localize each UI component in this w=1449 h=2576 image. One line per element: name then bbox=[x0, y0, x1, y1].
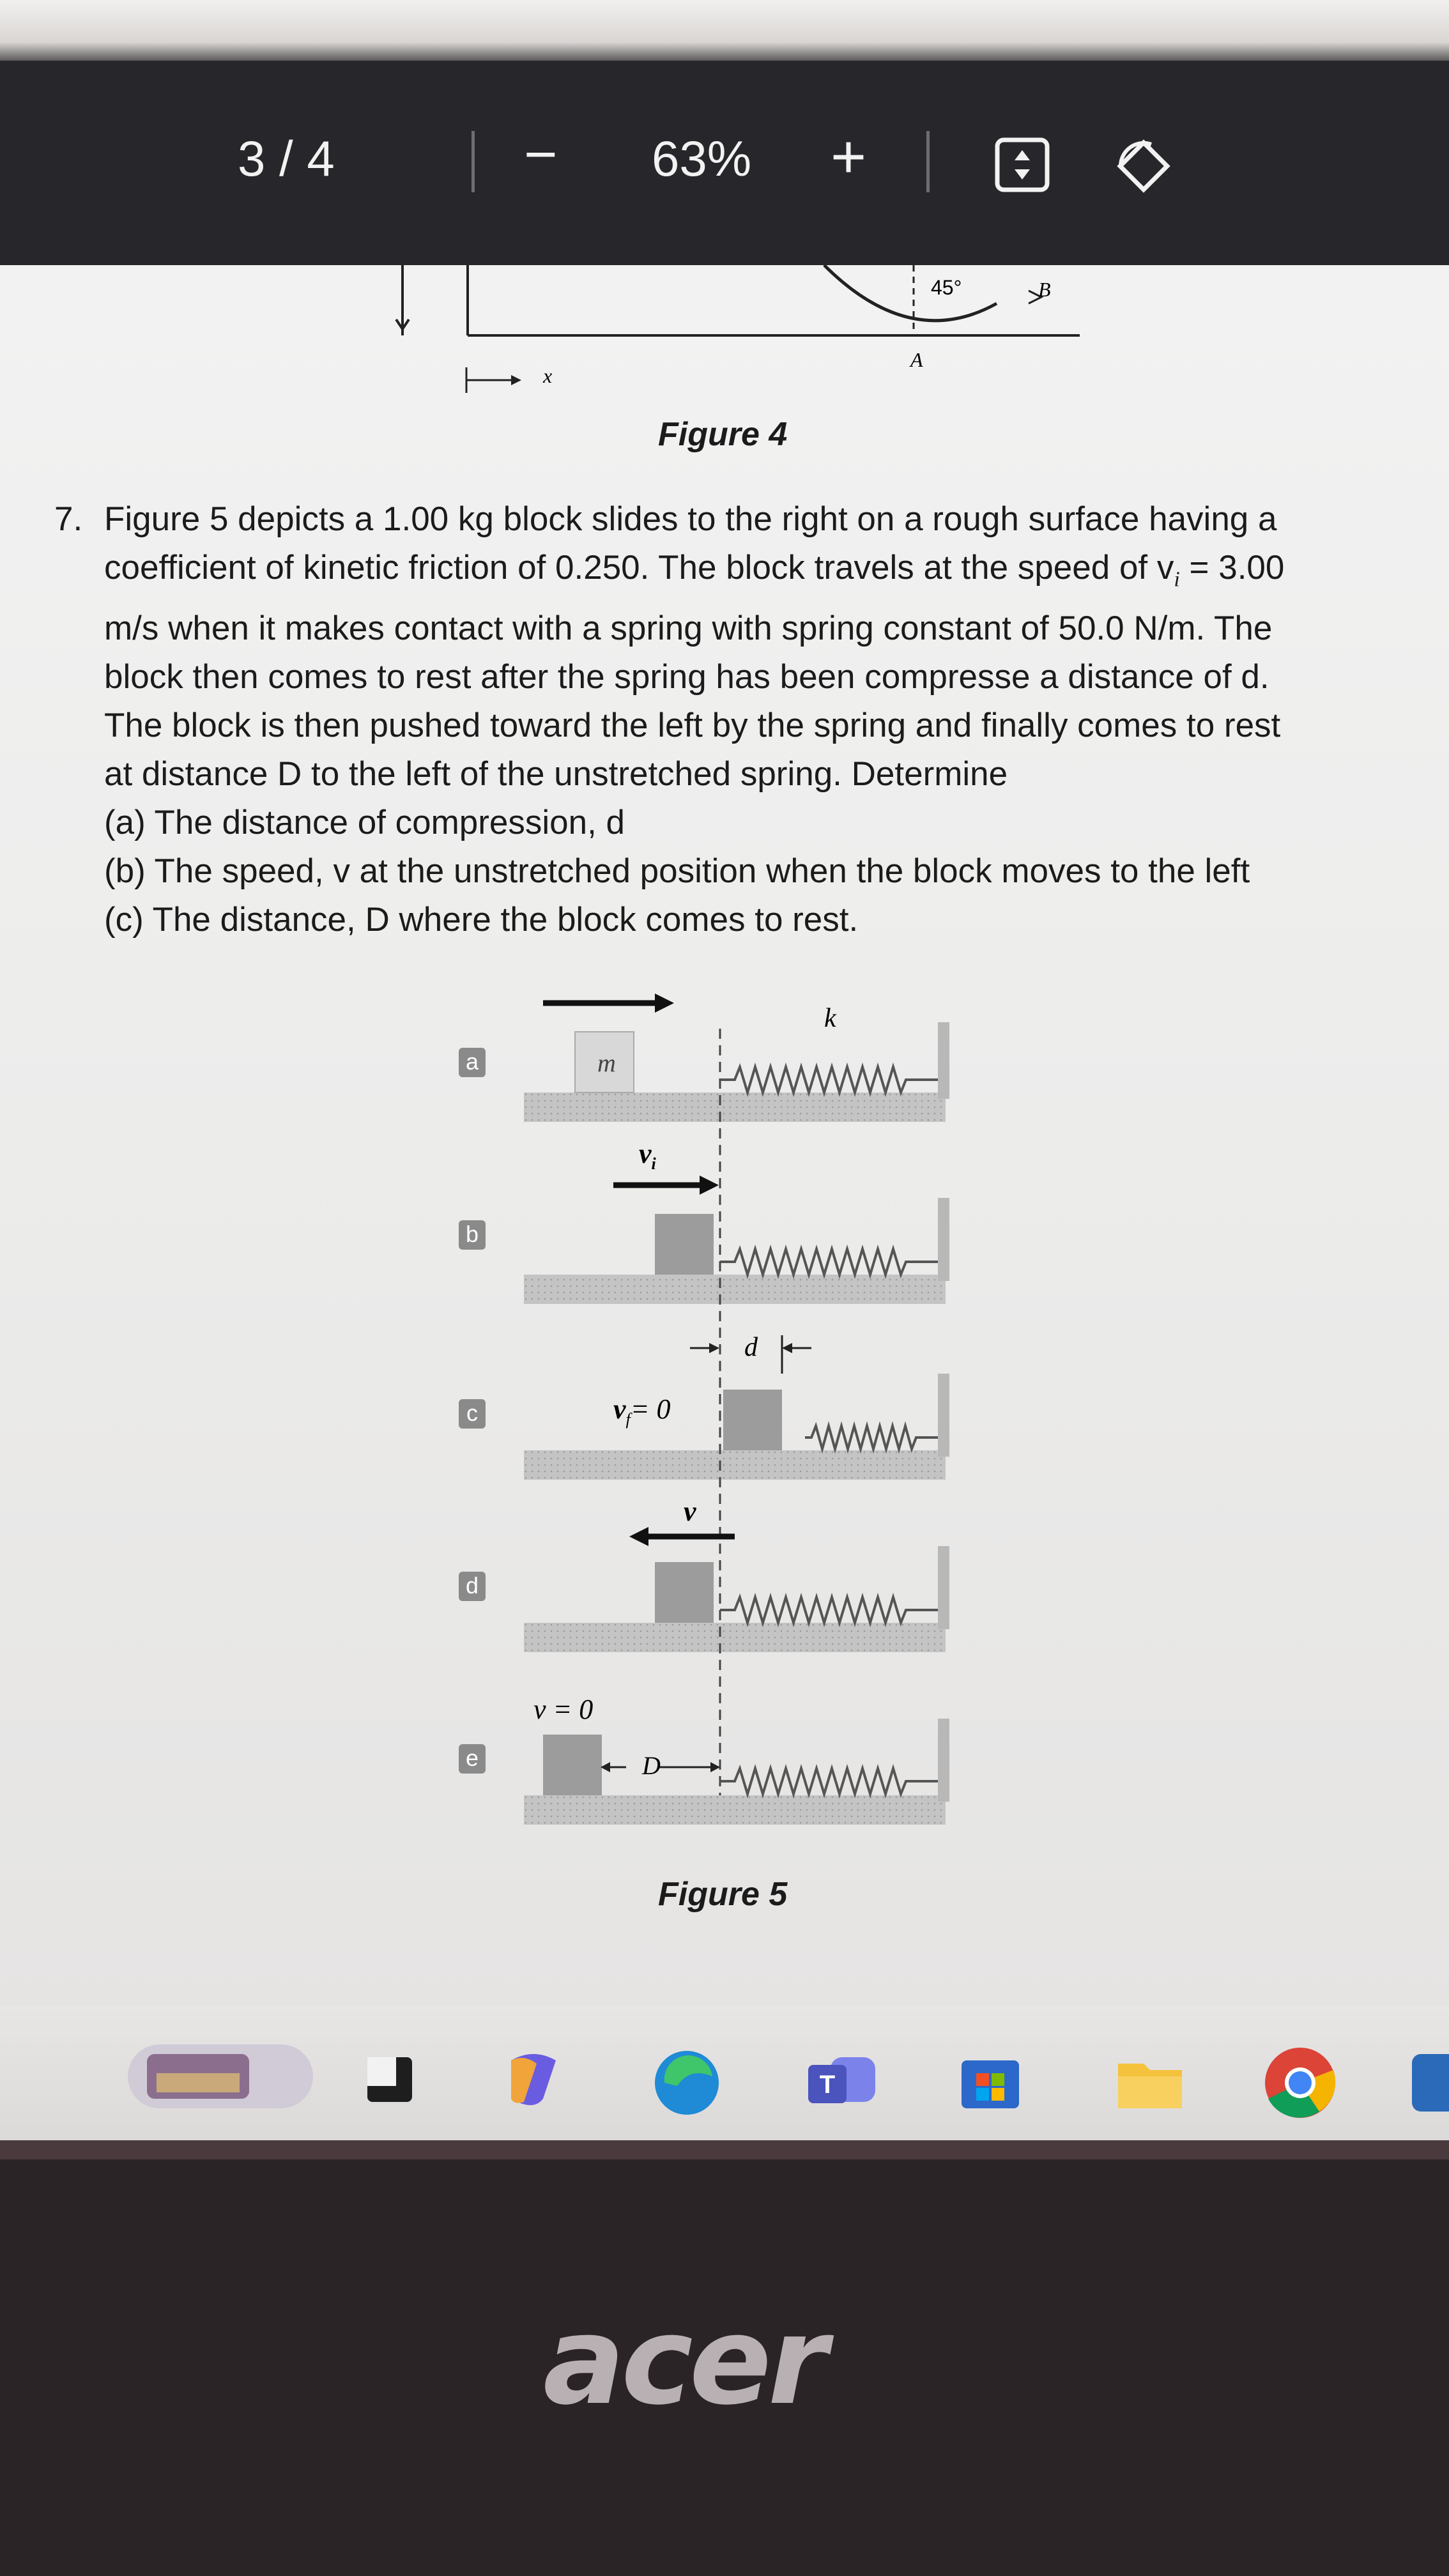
figure4-angle-label: 45° bbox=[931, 276, 962, 299]
return-velocity-label: v bbox=[684, 1496, 696, 1527]
pdf-toolbar bbox=[0, 61, 1449, 265]
chrome-icon[interactable] bbox=[1262, 2044, 1338, 2121]
panel-label-a: a bbox=[459, 1048, 486, 1077]
copilot-icon[interactable] bbox=[498, 2048, 569, 2112]
figure-5-diagram bbox=[434, 977, 1009, 1872]
toolbar-divider bbox=[926, 131, 930, 192]
panel-label-d: d bbox=[459, 1572, 486, 1601]
laptop-brand-logo: acer bbox=[543, 2290, 824, 2432]
widgets-icon[interactable] bbox=[128, 2044, 313, 2108]
question-number: 7. bbox=[54, 500, 83, 538]
figure-5-caption: Figure 5 bbox=[658, 1876, 788, 1913]
teams-icon[interactable] bbox=[805, 2051, 882, 2112]
question-line: coefficient of kinetic friction of 0.250. The block travels at the speed of $v_i = 3.00$ bbox=[104, 549, 1285, 592]
question-line: Figure 5 depicts a 1.00 kg block slides to the right on a rough surface having a bbox=[104, 500, 1277, 538]
edge-icon[interactable] bbox=[652, 2048, 722, 2118]
question-line: The block is then pushed toward the left by the spring and finally comes to rest bbox=[104, 706, 1281, 744]
windows-taskbar bbox=[0, 2006, 1449, 2140]
figure-4-diagram bbox=[383, 265, 1099, 412]
question-part-c: (c) The distance, D where the block comes to rest. bbox=[104, 900, 859, 939]
laptop-hinge bbox=[0, 2140, 1449, 2159]
extra-icon[interactable] bbox=[1409, 2051, 1449, 2115]
final-velocity-label: $v_f= 0$ bbox=[613, 1393, 671, 1429]
walls bbox=[938, 1022, 949, 1802]
files-icon[interactable] bbox=[364, 2054, 415, 2105]
file-explorer-icon[interactable] bbox=[1115, 2048, 1185, 2112]
question-part-b: (b) The speed, v at the unstretched position when the block moves to the left bbox=[104, 852, 1250, 890]
figure4-point-b: B bbox=[1038, 278, 1051, 301]
zoom-in-button[interactable]: + bbox=[831, 123, 867, 191]
compression-d-label: d bbox=[744, 1333, 758, 1362]
store-icon[interactable] bbox=[958, 2048, 1022, 2112]
screen-top-bezel bbox=[0, 0, 1449, 70]
question-part-a: (a) The distance of compression, d bbox=[104, 803, 625, 841]
zoom-level[interactable]: 63% bbox=[652, 130, 752, 187]
figure4-point-a: A bbox=[910, 348, 923, 371]
rotate-icon[interactable] bbox=[1112, 134, 1176, 198]
question-line: at distance D to the left of the unstretched spring. Determine bbox=[104, 755, 1008, 793]
zoom-out-button[interactable]: − bbox=[524, 123, 558, 187]
spring-constant-label: k bbox=[824, 1004, 836, 1033]
initial-velocity-label: $v_i$ bbox=[639, 1138, 656, 1173]
panel-label-e: e bbox=[459, 1744, 486, 1774]
toolbar-divider bbox=[471, 131, 475, 192]
panel-label-c: c bbox=[459, 1399, 486, 1429]
figure4-axis-label: x bbox=[543, 364, 553, 387]
question-line: m/s when it makes contact with a spring with spring constant of 50.0 N/m. The bbox=[104, 609, 1273, 647]
zero-velocity-label: v = 0 bbox=[533, 1694, 594, 1725]
page-indicator[interactable]: 3 / 4 bbox=[238, 130, 335, 187]
mass-label: m bbox=[597, 1048, 616, 1077]
question-line: block then comes to rest after the spring has been compresse a distance of d. bbox=[104, 657, 1269, 696]
svg-text:T: T bbox=[819, 2071, 836, 2099]
panel-label-b: b bbox=[459, 1220, 486, 1250]
fit-page-icon[interactable] bbox=[993, 136, 1051, 194]
figure-4-caption: Figure 4 bbox=[658, 416, 788, 453]
distance-D-label: D bbox=[642, 1751, 661, 1780]
question-7 bbox=[54, 495, 1396, 944]
